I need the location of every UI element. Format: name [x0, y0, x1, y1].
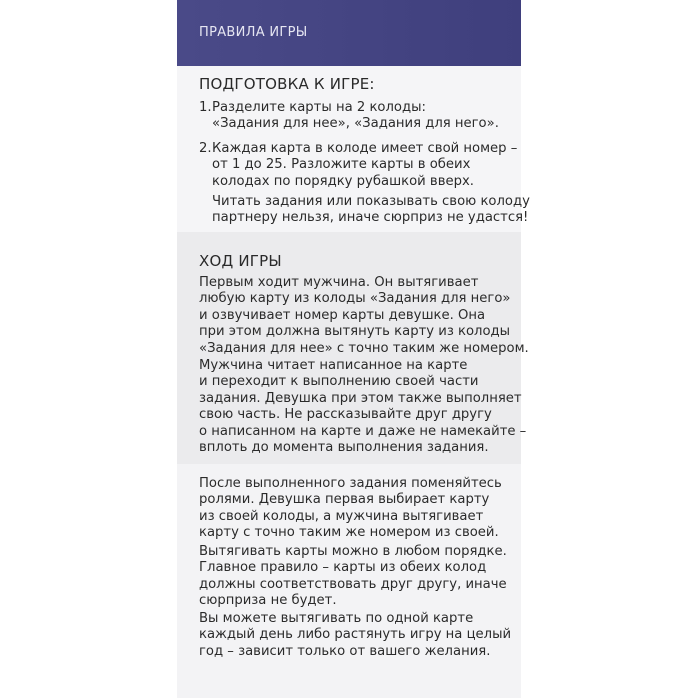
- continuation-paragraph-3: [199, 611, 511, 660]
- gameplay-paragraph-1: [199, 275, 529, 357]
- item-1-number: 1.: [199, 100, 212, 115]
- continuation-paragraph-1: [199, 476, 502, 542]
- preparation-title: ПОДГОТОВКА К ИГРЕ:: [199, 75, 375, 93]
- item-2-text: [212, 141, 517, 190]
- preparation-note: [212, 194, 530, 227]
- text-line: ролями. Девушка первая выбирает карту: [199, 492, 490, 508]
- text-line: Каждая карта в колоде имеет свой номер –: [212, 141, 518, 156]
- header-title: ПРАВИЛА ИГРЫ: [199, 25, 308, 40]
- rules-card: [177, 0, 530, 698]
- text-line: из своей колоды, а мужчина вытягивает: [199, 508, 484, 524]
- text-line: задания. Девушка при этом также выполняет: [199, 390, 522, 406]
- text-line: при этом должна вытянуть карту из колоды: [199, 324, 511, 340]
- text-line: Вы можете вытягивать по одной карте: [199, 611, 474, 626]
- item-1-text: [212, 100, 499, 133]
- text-line: Мужчина читает написанное на карте: [199, 358, 468, 373]
- text-line: Читать задания или показывать свою колоду: [212, 194, 530, 209]
- text-line: Разделите карты на 2 колоды:: [212, 100, 426, 115]
- text-line: год – зависит только от вашего желания.: [199, 643, 491, 659]
- gameplay-paragraph-2: [199, 358, 526, 456]
- text-line: После выполненного задания поменяйтесь: [199, 476, 502, 491]
- text-line: Первым ходит мужчина. Он вытягивает: [199, 275, 479, 290]
- gameplay-section: [177, 232, 529, 464]
- gameplay-title: ХОД ИГРЫ: [199, 252, 282, 270]
- text-line: «Задания для нее» с точно таким же номером.: [199, 340, 529, 356]
- text-line: о написанном на карте и даже не намекайте –: [199, 423, 527, 439]
- text-line: партнеру нельзя, иначе сюрприз не удастся!: [212, 210, 529, 226]
- text-line: и переходит к выполнению своей части: [199, 374, 479, 390]
- text-line: колодах по порядку рубашкой вверх.: [212, 173, 474, 189]
- text-line: от 1 до 25. Разложите карты в обеих: [212, 157, 471, 173]
- text-line: карту с точно таким же номером из своей.: [199, 525, 499, 541]
- text-line: любую карту из колоды «Задания для него»: [199, 291, 511, 307]
- header-bar: [177, 0, 521, 66]
- continuation-section: [177, 464, 521, 698]
- text-line: сюрприза не будет.: [199, 593, 337, 609]
- text-line: и озвучивает номер карты девушке. Она: [199, 307, 486, 323]
- text-line: Вытягивать карты можно в любом порядке.: [199, 544, 507, 559]
- preparation-section: [177, 66, 530, 232]
- text-line: вплоть до момента выполнения задания.: [199, 440, 489, 456]
- text-line: должны соответствовать друг другу, иначе: [199, 576, 507, 592]
- continuation-paragraph-2: [199, 544, 507, 610]
- text-line: «Задания для нее», «Задания для него».: [212, 116, 499, 132]
- item-2-number: 2.: [199, 141, 212, 156]
- text-line: свою часть. Не рассказывайте друг другу: [199, 407, 492, 423]
- text-line: каждый день либо растянуть игру на целый: [199, 627, 512, 643]
- text-line: Главное правило – карты из обеих колод: [199, 560, 487, 576]
